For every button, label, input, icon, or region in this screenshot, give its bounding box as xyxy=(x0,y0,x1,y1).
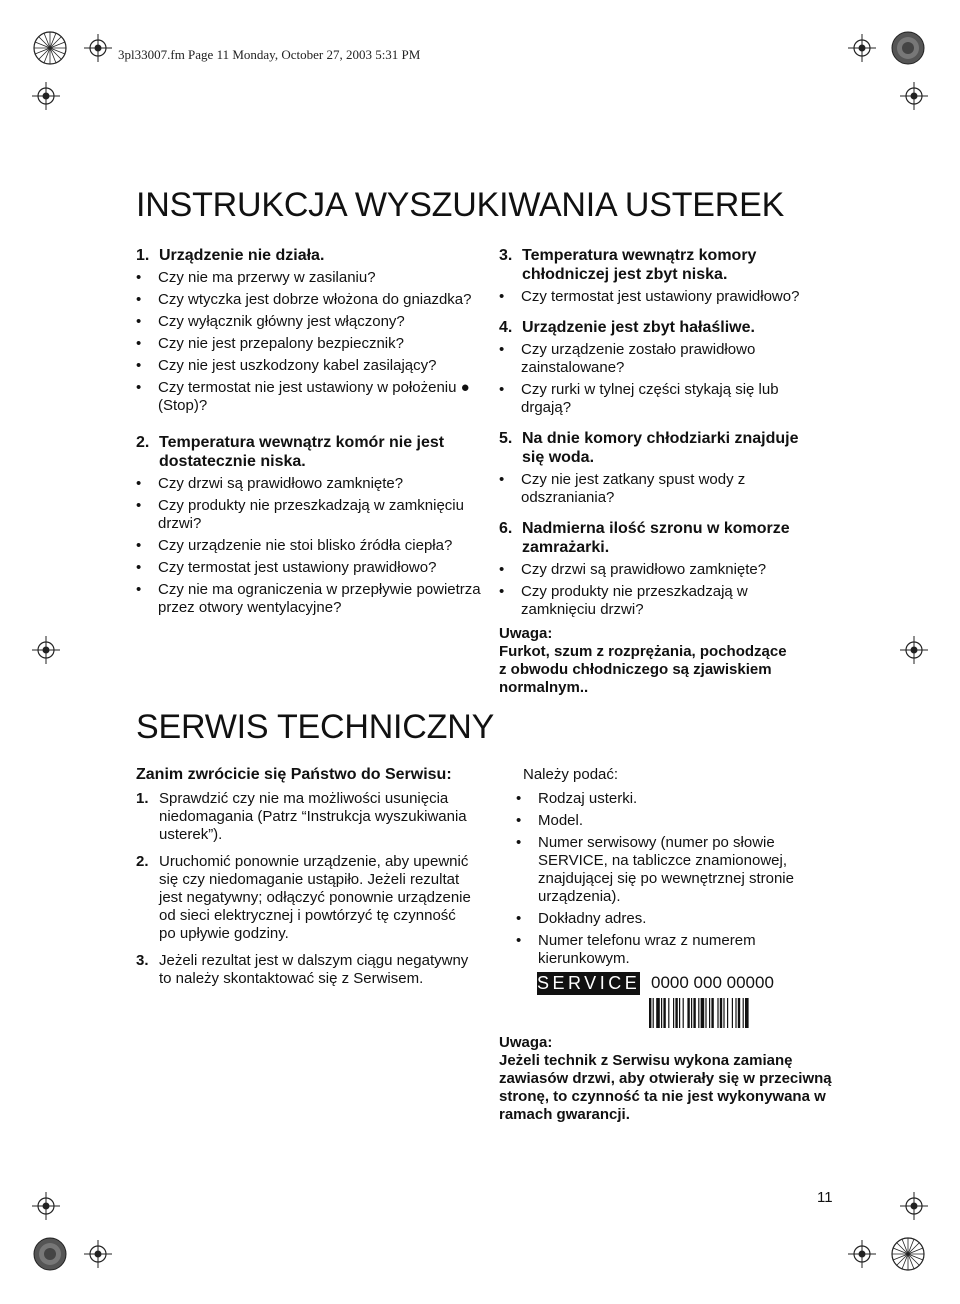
list-item: • Czy produkty nie przeszkadzają w zamknięciu drzwi? xyxy=(499,583,748,618)
list-item: • Czy urządzenie zostało prawidłowo zainstalowane? xyxy=(499,341,756,376)
note-label: Uwaga: xyxy=(499,625,553,642)
bullet-list xyxy=(499,341,824,417)
barcode-bar xyxy=(691,998,692,1028)
bullet-list xyxy=(499,288,824,306)
barcode-bar xyxy=(693,998,695,1028)
service-intro: Zanim zwrócicie się Państwo do Serwisu: xyxy=(136,766,452,783)
barcode-bar xyxy=(687,998,689,1028)
troubleshooting-section xyxy=(136,433,486,617)
provide-label: Należy podać: xyxy=(523,766,619,783)
list-item: • Dokładny adres. xyxy=(516,910,647,927)
bullet-list xyxy=(136,269,486,415)
bullet-list xyxy=(499,561,824,619)
bullet-list xyxy=(136,475,486,617)
registration-mark-icon xyxy=(900,82,928,110)
service-left-column xyxy=(136,766,476,997)
barcode-icon xyxy=(649,998,779,1028)
section-number: 3. xyxy=(499,247,513,264)
list-item: • Numer telefonu wraz z numerem kierunkowym. xyxy=(516,932,756,967)
service-right-column xyxy=(516,766,816,972)
section-number: 5. xyxy=(499,430,513,447)
list-item: • Czy rurki w tylnej części stykają się lub drgają? xyxy=(499,381,779,416)
list-item: • Czy nie jest zatkany spust wody z odszraniania? xyxy=(499,471,746,506)
service-title: SERWIS TECHNICZNY xyxy=(136,708,495,746)
list-item: • Czy nie jest przepalony bezpiecznik? xyxy=(136,335,404,352)
registration-mark-icon xyxy=(32,82,60,110)
barcode-bar xyxy=(673,998,674,1028)
list-item: • Czy drzwi są prawidłowo zamknięte? xyxy=(499,561,767,578)
page-number: 11 xyxy=(817,1189,833,1206)
list-item: • Czy nie ma przerwy w zasilaniu? xyxy=(136,269,376,286)
registration-mark-icon xyxy=(84,1240,112,1268)
service-label-word: SERVICE xyxy=(537,973,641,993)
registration-mark-icon xyxy=(84,34,112,62)
barcode-bar xyxy=(705,998,706,1028)
section-title: Temperatura wewnątrz komór nie jest dostatecznie niska. xyxy=(159,434,445,470)
note-text: Furkot, szum z rozprężania, pochodzące z obwodu chłodniczego są zjawiskiem normalnym.. xyxy=(499,643,787,696)
section-number: 1. xyxy=(136,247,150,264)
list-item: • Czy wyłącznik główny jest włączony? xyxy=(136,313,405,330)
list-item: 1. Sprawdzić czy nie ma możliwości usunięcia niedomagania (Patrz “Instrukcja wyszukiwania usterek”). xyxy=(136,790,467,843)
list-item: • Czy drzwi są prawidłowo zamknięte? xyxy=(136,475,404,492)
section-title: Na dnie komory chłodziarki znajduje się woda. xyxy=(522,430,799,466)
section-title: Nadmierna ilość szronu w komorze zamrażarki. xyxy=(522,520,790,556)
note-text: Jeżeli technik z Serwisu wykona zamianę zawiasów drzwi, aby otwierały się w przeciwną stronę, to czynność ta nie jest wykonywana w ramach gwarancji. xyxy=(499,1052,832,1123)
barcode-bar xyxy=(675,998,677,1028)
list-item: • Czy nie jest uszkodzony kabel zasilający? xyxy=(136,357,437,374)
barcode-bar xyxy=(701,998,705,1028)
barcode-bar xyxy=(709,998,710,1028)
page-title: INSTRUKCJA WYSZUKIWANIA USTEREK xyxy=(136,186,785,224)
list-item: 3. Jeżeli rezultat jest w dalszym ciągu negatywny to należy skontaktować się z Serwisem. xyxy=(136,952,469,987)
barcode-bar xyxy=(679,998,680,1028)
section-number: 2. xyxy=(136,434,150,451)
barcode-bar xyxy=(732,998,733,1028)
barcode-bar xyxy=(745,998,749,1028)
troubleshooting-section xyxy=(499,519,824,619)
troubleshooting-section xyxy=(499,318,824,417)
service-note-block xyxy=(499,1034,839,1124)
registration-mark-icon xyxy=(32,1192,60,1220)
provide-list xyxy=(516,790,816,968)
registration-mark-icon xyxy=(900,1192,928,1220)
registration-mark-icon xyxy=(848,34,876,62)
registration-mark-icon xyxy=(848,1240,876,1268)
barcode-bar xyxy=(717,998,718,1028)
list-item: • Numer serwisowy (numer po słowie SERVICE, na tabliczce znamionowej, znajdującej się po wewnętrznej stronie urządzenia). xyxy=(516,834,794,905)
section-title: Temperatura wewnątrz komory chłodniczej jest zbyt niska. xyxy=(522,247,757,283)
registration-mark-icon xyxy=(32,30,68,66)
barcode-bar xyxy=(698,998,699,1028)
list-item: • Rodzaj usterki. xyxy=(516,790,638,807)
note-block xyxy=(499,625,824,697)
list-item: • Czy produkty nie przeszkadzają w zamknięciu drzwi? xyxy=(136,497,464,532)
file-header: 3pl33007.fm Page 11 Monday, October 27, 2003 5:31 PM xyxy=(118,47,421,62)
list-item: • Model. xyxy=(516,812,584,829)
list-item: 2. Uruchomić ponownie urządzenie, aby upewnić się czy niedomaganie ustąpiło. Jeżeli rezultat jest negatywny; odłączyć ponownie urządzenie od sieci elektrycznej i powtórzyć tę czynność po upływie godziny. xyxy=(136,853,471,942)
registration-mark-icon xyxy=(890,30,926,66)
barcode-bar xyxy=(735,998,736,1028)
list-item: • Czy termostat nie jest ustawiony w położeniu ● (Stop)? xyxy=(136,379,470,414)
barcode-bar xyxy=(711,998,713,1028)
list-item: • Czy termostat jest ustawiony prawidłowo? xyxy=(136,559,437,576)
troubleshooting-section xyxy=(499,246,824,306)
troubleshooting-section xyxy=(136,246,486,415)
service-steps xyxy=(136,790,476,988)
note-label: Uwaga: xyxy=(499,1034,553,1051)
list-item: • Czy wtyczka jest dobrze włożona do gniazdka? xyxy=(136,291,472,308)
troubleshooting-section xyxy=(499,429,824,507)
bullet-list xyxy=(499,471,824,507)
barcode-bar xyxy=(738,998,740,1028)
barcode-bar xyxy=(661,998,662,1028)
troubleshooting-right-column xyxy=(499,246,824,697)
list-item: • Czy nie ma ograniczenia w przepływie powietrza przez otwory wentylacyjne? xyxy=(136,581,481,616)
registration-mark-icon xyxy=(890,1236,926,1272)
barcode-bar xyxy=(653,998,654,1028)
barcode-bar xyxy=(743,998,744,1028)
registration-mark-icon xyxy=(32,636,60,664)
section-number: 6. xyxy=(499,520,513,537)
barcode-bar xyxy=(656,998,660,1028)
barcode-bar xyxy=(668,998,669,1028)
barcode-bar xyxy=(720,998,722,1028)
troubleshooting-left-column xyxy=(136,246,486,621)
section-title: Urządzenie nie działa. xyxy=(159,247,325,264)
barcode-bar xyxy=(649,998,651,1028)
barcode-bar xyxy=(663,998,665,1028)
section-number: 4. xyxy=(499,319,513,336)
section-title: Urządzenie jest zbyt hałaśliwe. xyxy=(522,319,755,336)
barcode-bar xyxy=(723,998,724,1028)
registration-mark-icon xyxy=(900,636,928,664)
registration-mark-icon xyxy=(32,1236,68,1272)
list-item: • Czy termostat jest ustawiony prawidłowo? xyxy=(499,288,800,305)
barcode-bar xyxy=(727,998,728,1028)
list-item: • Czy urządzenie nie stoi blisko źródła ciepła? xyxy=(136,537,453,554)
service-label-number: 0000 000 00000 xyxy=(651,973,774,992)
barcode-bar xyxy=(683,998,684,1028)
